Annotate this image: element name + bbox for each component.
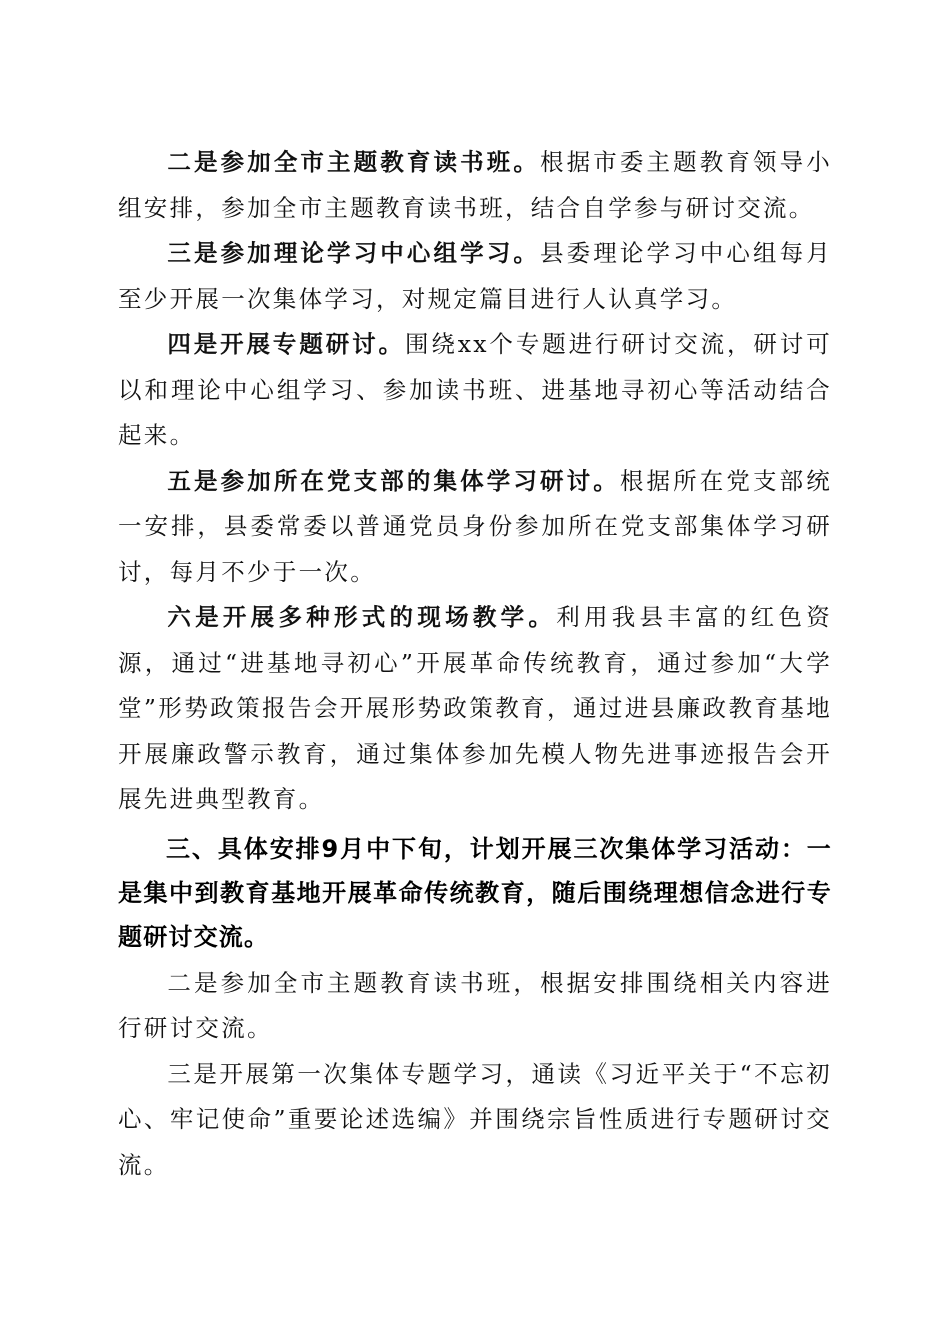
paragraph-lead: 三是参加理论学习中心组学习。 <box>167 239 541 267</box>
paragraph-text: 根据市委主题教育领导小组安排，参加全市主题教育读书班，结合自学参与研讨交流。 <box>118 148 832 222</box>
paragraph-text: 根据所在党支部统一安排，县委常委以普通党员身份参加所在党支部集体学习研讨，每月不少于一次。 <box>118 466 832 586</box>
section-heading: 三、具体安排9月中下旬，计划开展三次集体学习活动：一是集中到教育基地开展革命传统教育，随后围绕理想信念进行专题研讨交流。 <box>118 834 832 951</box>
paragraph-text: 围绕xx个专题进行研讨交流，研讨可以和理论中心组学习、参加读书班、进基地寻初心等活动结合起来。 <box>118 330 833 449</box>
paragraph-reading-class <box>118 140 832 231</box>
paragraph-lead: 二是参加全市主题教育读书班。 <box>167 148 541 176</box>
paragraph-text: 县委理论学习中心组每月至少开展一次集体学习，对规定篇目进行人认真学习。 <box>118 239 832 313</box>
paragraph-lead: 六是开展多种形式的现场教学。 <box>167 603 557 631</box>
paragraph-first-group-study: 三是开展第一次集体专题学习，通读《习近平关于“不忘初心、牢记使命”重要论述选编》并围绕宗旨性质进行专题研讨交流。 <box>118 1059 832 1179</box>
paragraph-party-branch-study <box>118 459 832 596</box>
document-body <box>118 140 832 1188</box>
paragraph-text: 利用我县丰富的红色资源，通过“进基地寻初心”开展革命传统教育，通过参加“大学堂”形势政策报告会开展形势政策教育，通过进县廉政教育基地开展廉政警示教育，通过集体参加先模人物先进事迹报告会开展先进典型教育。 <box>118 603 833 813</box>
paragraph-onsite-teaching <box>118 595 832 823</box>
paragraph-lead: 五是参加所在党支部的集体学习研讨。 <box>167 466 620 495</box>
paragraph-lead: 四是开展专题研讨。 <box>167 330 405 358</box>
paragraph-theory-study-group <box>118 231 832 322</box>
paragraph-reading-class-discussion: 二是参加全市主题教育读书班，根据安排围绕相关内容进行研讨交流。 <box>118 968 832 1042</box>
paragraph-special-discussion <box>118 322 832 459</box>
